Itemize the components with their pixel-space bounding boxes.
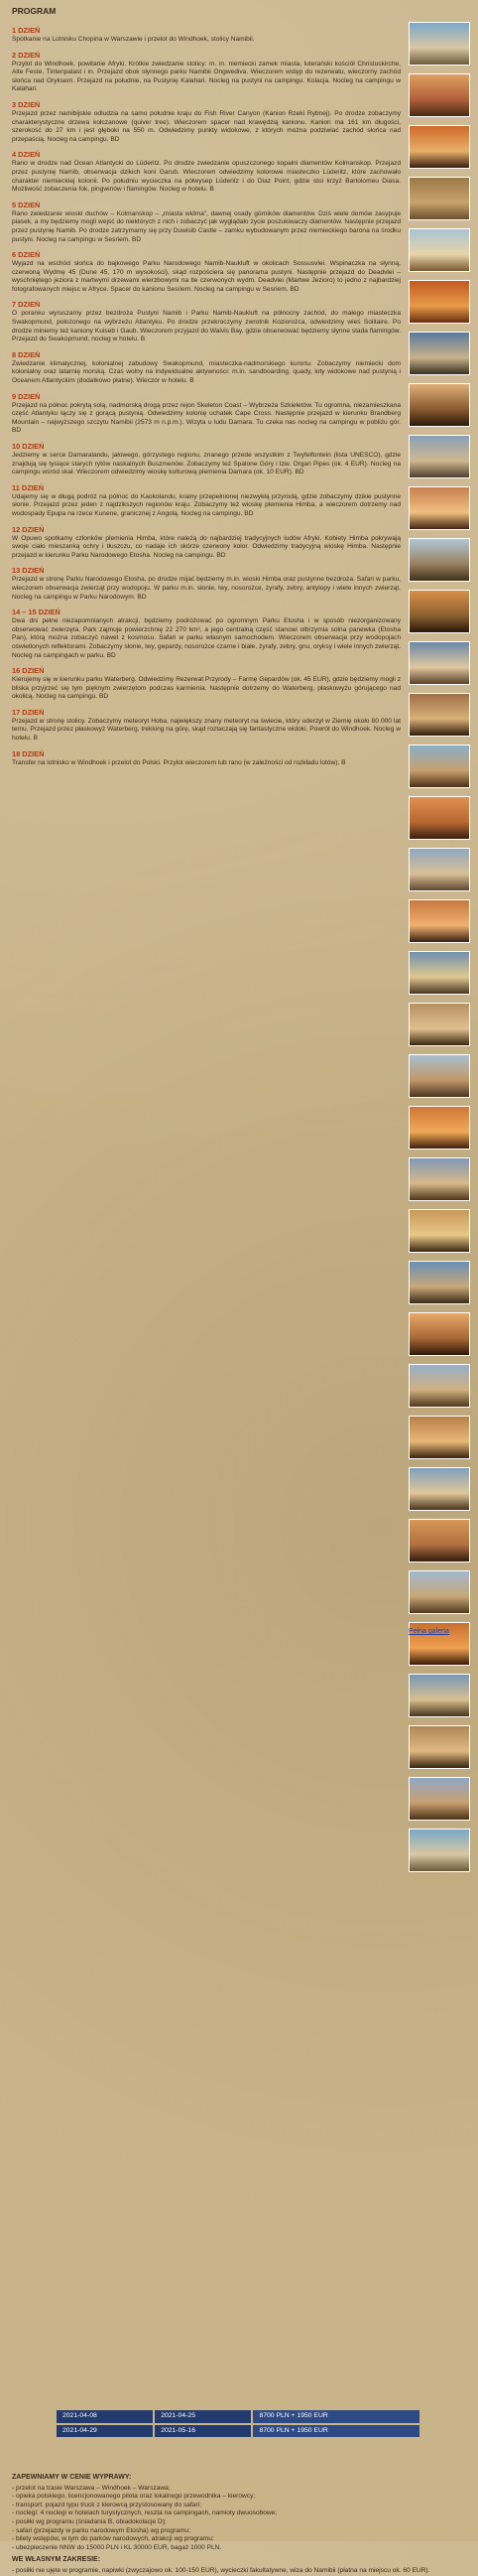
gallery-thumbnail[interactable] xyxy=(409,1054,470,1098)
day-section xyxy=(12,250,401,294)
date-row xyxy=(56,2409,420,2424)
day-section xyxy=(12,201,401,244)
day-section xyxy=(12,26,401,45)
day-title: 2 DZIEŃ xyxy=(12,50,41,60)
day-title: 16 DZIEŃ xyxy=(12,666,45,676)
gallery-thumbnail[interactable] xyxy=(409,1416,470,1459)
day-title: 4 DZIEŃ xyxy=(12,150,41,160)
day-text: Przejazd w stronę Parku Narodowego Etosha, po drodze mijać będziemy m.in. wioski Himba oraz pustynne bezdroża. Safari w parku, wieczorem obserwacja zwierząt przy wodopoju. W parku m.in. słonie, lwy, nosorożce, żyrafy, zebry, antylopy i wiele innych zwierząt. Nocleg na campingu w Parku Narodowym. BD xyxy=(12,576,401,601)
dates-table xyxy=(55,2408,421,2439)
day-section xyxy=(12,608,401,660)
day-text: Rano zwiedzanie wioski duchów – Kolmanskop – „miasta widma”, dawnej osady górników diamentów. Dziś wiele domów zasypuje piasek, a my będziemy mogli wejść do niektórych z nich i zobaczyć jak wyglądało życie poszukiwaczy diamentów. Następnie przejazd przez pustynię Namib. Po drodze zatrzymamy się przy Duwisib Castle – zamku wybudowanym przez niemieckiego barona na środku pustyni. Nocleg na campingu w Sesriem. BD xyxy=(12,209,401,243)
gallery-thumbnail[interactable] xyxy=(409,641,470,685)
date-price-cell: 8700 PLN + 1950 EUR xyxy=(252,2424,420,2439)
gallery-thumbnail[interactable] xyxy=(409,486,470,530)
gallery-link[interactable]: Pełna galeria xyxy=(409,1628,449,1635)
day-title: 12 DZIEŃ xyxy=(12,524,45,534)
day-text: O poranku wyruszamy przez bezdroża Pustyni Namib i Parku Namib-Naukluft na północny zachód, do małego miasteczka Swakopmund, położonego na wybrzeżu Atlantyku. Po drodze przekroczymy zwrotnik Koziorożca, odwiedzimy wieś Solitaire. Po drodze miniemy też kaniony Kuiseb i Gaub. Wieczorem przyjazd do Walvis Bay, gdzie obserwować będziemy słynne stada flamingów. Przejazd do Swakopmund, nocleg w hotelu. B xyxy=(12,310,401,343)
day-section xyxy=(12,708,401,744)
gallery-thumbnail[interactable] xyxy=(409,1519,470,1562)
day-text: Przejazd przez namibijskie odludzia na samo południe kraju do Fish River Canyon (Kanion Rzeki Rybnej). Po drodze zobaczymy charakterystyczne drzewa kołczanowe (quiver tree). Wieczorem spacer nad krawędzią kanionu. Kanion ma 161 km długości, szerokość do 27 km i jest głęboki na 550 m. Odwiedzimy punkty widokowe, z których można podziwiać zachód słońca nad przepaścią. Nocleg na campingu. BD xyxy=(12,109,401,143)
included-item: - opieka polskiego, licencjonowanego pilota oraz lokalnego przewodnika – kierowcy; xyxy=(12,2493,256,2501)
day-text: Spotkanie na Lotnisku Chopina w Warszawie i przelot do Windhoek, stolicy Namibii. xyxy=(12,36,255,43)
day-title: 3 DZIEŃ xyxy=(12,99,41,109)
day-title: 6 DZIEŃ xyxy=(12,250,41,260)
excluded-heading: WE WŁASNYM ZAKRESIE: xyxy=(12,2556,101,2564)
notes xyxy=(12,2470,463,2576)
gallery-thumbnail[interactable] xyxy=(409,848,470,891)
day-section xyxy=(12,392,401,436)
day-text: Przylot do Windhoek, powitanie Afryki. Krótkie zwiedzanie stolicy: m. in. niemiecki zamek miasta, luterański kościół Christuskirche, Alte Feste, Tintenpalast i in. Przejazd obok słynnego parku Namibii Ongwediva. Wieczorem wstęp do rezerwatu, wieczorny zachód słońca nad Oryksem. Przejazd na południe, na Pustynię Kalahari. Nocleg na pustyni na campingu. Kolacja. Nocleg na campingu w Kalahari. xyxy=(12,60,401,93)
gallery-thumbnail[interactable] xyxy=(409,538,470,582)
gallery-thumbnail[interactable] xyxy=(409,1829,470,1872)
gallery-thumbnail[interactable] xyxy=(409,73,470,117)
included-item: - noclegi: 4 noclegi w hotelach turystycznych, reszta na campingach, namioty dwuosobowe; xyxy=(12,2509,278,2517)
day-section xyxy=(12,150,401,194)
gallery-thumbnail[interactable] xyxy=(409,383,470,427)
gallery-thumbnail[interactable] xyxy=(409,1312,470,1356)
program-title: PROGRAM xyxy=(12,6,57,16)
day-section xyxy=(12,51,401,94)
day-text: Przejazd w stronę stolicy. Zobaczymy meteoryt Hoba, największy znany meteoryt na świecie, który uderzył w Ziemię około 80 000 lat temu. Przejazd przez płaskowyż Waterberg, trekking na górę, skąd roztaczają się fantastyczne widoki. Powrót do Windhoek. Nocleg w hotelu. B xyxy=(12,717,401,743)
gallery-thumbnail[interactable] xyxy=(409,280,470,324)
day-title: 8 DZIEŃ xyxy=(12,349,41,359)
excluded-item: - posiłki nie ujęte w programie, napiwki (zwyczajowo ok. 100-150 EUR), wycieczki fakultatywne, wiza do Namibii (płatna na miejscu ok. 60 EUR). xyxy=(12,2566,430,2574)
day-section xyxy=(12,566,401,602)
gallery-thumbnail[interactable] xyxy=(409,693,470,737)
day-title: 9 DZIEŃ xyxy=(12,391,41,401)
included-item: - bilety wstępów, w tym do parków narodowych, atrakcji wg programu; xyxy=(12,2535,214,2543)
day-title: 5 DZIEŃ xyxy=(12,200,41,209)
gallery-thumbnail[interactable] xyxy=(409,1157,470,1201)
date-from-cell: 2021-04-29 xyxy=(56,2424,154,2439)
day-title: 1 DZIEŃ xyxy=(12,26,41,35)
excluded-list xyxy=(12,2567,463,2576)
day-text: Udajemy się w długą podróż na północ do Kaokolandu, krainy przepełnionej niezwykłą przyrodą, gdzie zobaczymy dzikie pustynne słonie. Przejazd przez jeden z najdzikszych regionów kraju. Zobaczymy też wioskę plemienia Himba, a wieczorem dotrzemy nad wodospady Epupa na rzece Kunene, granicznej z Angolą. Nocleg na campingu. BD xyxy=(12,492,401,517)
day-title: 14 – 15 DZIEŃ xyxy=(12,608,60,617)
day-section xyxy=(12,350,401,386)
day-section xyxy=(12,525,401,561)
gallery-thumbnail[interactable] xyxy=(409,435,470,478)
included-item: - safari (przejazdy w parku narodowym Etosha) wg programu; xyxy=(12,2526,190,2534)
gallery-thumbnail[interactable] xyxy=(409,22,470,66)
gallery-thumbnail[interactable] xyxy=(409,590,470,633)
day-text: Rano w drodze nad Ocean Atlantycki do Lüderitz. Po drodze zwiedzanie opuszczonego kopalni diamentów Kolmanskop. Przejazd przez pustynię Namib, obserwacja dzikich koni Garub. Wieczorem odwiedzimy kolorowe miasteczko Lüderitz, które zachowało charakter niemieckiej kolonii. Po południu wycieczka na półwysep Lüderitz i do Diaz Point, gdzie stoi krzyż Bartolomeu Diasa. Możliwość zobaczenia fok, pingwinów i flamingów. Nocleg w hotelu. B xyxy=(12,160,401,194)
included-item: - ubezpieczenie NNW do 15000 PLN i KL 30000 EUR, bagaż 1000 PLN. xyxy=(12,2543,222,2551)
gallery-thumbnail[interactable] xyxy=(409,1467,470,1511)
gallery-thumbnail[interactable] xyxy=(409,899,470,943)
gallery-thumbnail[interactable] xyxy=(409,1106,470,1150)
day-section xyxy=(12,749,401,768)
day-text: Transfer na lotnisko w Windhoek i przelot do Polski. Przylot wieczorem lub rano (w zależności od rozkładu lotów). B xyxy=(12,758,346,766)
gallery-thumbnail[interactable] xyxy=(409,745,470,788)
gallery-thumbnail[interactable] xyxy=(409,1364,470,1408)
gallery-thumbnail[interactable] xyxy=(409,1209,470,1253)
day-text: Wyjazd na wschód słońca do bajkowego Parku Narodowego Namib-Naukluft w okolicach Sossusvlei. Wspinaczka na słynną, czerwoną Wydmę 45 (Dune 45, 170 m wysokości), skąd rozpościera się panorama pustyni. Następnie przejazd do Deadvlei – wyschniętego jeziora z martwymi drzewami wierzbowymi na tle czerwonych wydm. Deadvlei (Martwe Jezioro) to jedno z najbardziej fotografowanych miejsc w Afryce. Spacer do kanionu Sesriem. Nocleg na campingu w Sesriem. BD xyxy=(12,260,401,293)
day-text: Dwa dni pełne niezapomnianych atrakcji, będziemy podróżować po ogromnym Parku Etosha i w sposób niezorganizowany obserwować zwierzęta. Park zajmuje powierzchnię 22 270 km², a jego centralną część stanowi olbrzymia solna panewka (Etosha Pan), którą można zobaczyć nawet z kosmosu. Safari w parku własnym samochodem. Wieczorem obserwacje przy wodopojach oświetlonych reflektorami. Zobaczymy słonie, lwy, gepardy, nosorożce czarne i białe, żyrafy, zebry, gnu, oryksy i wiele innych zwierząt. Nocleg na campingach w parku. BD xyxy=(12,617,401,659)
gallery-thumbnail[interactable] xyxy=(409,1570,470,1614)
gallery-thumbnail[interactable] xyxy=(409,951,470,995)
day-section xyxy=(12,300,401,343)
included-list xyxy=(12,2485,463,2553)
gallery-thumbnail[interactable] xyxy=(409,332,470,375)
date-to-cell: 2021-04-25 xyxy=(154,2409,252,2424)
day-text: Kierujemy się w kierunku parku Waterberg. Odwiedzimy Rezerwat Przyrody – Farmę Gepardów (ok. 45 EUR), gdzie będziemy mogli z bliska przyjrzeć się tym pięknym zwierzętom podczas karmienia. Następnie dotrzemy do Waterberg, płaskowyżu górującego nad okolicą. Nocleg na campingu. BD xyxy=(12,676,401,701)
included-heading: ZAPEWNIAMY W CENIE WYPRAWY: xyxy=(12,2474,132,2481)
day-section xyxy=(12,442,401,477)
day-text: Zwiedzanie klimatycznej, kolonialnej zabudowy Swakopmund, miasteczka-nadmorskiego kurortu. Zobaczymy niemiecki dom kolonialny oraz latarnię morską. Czas wolny na indywidualne aktywności: m.in. sandboarding, quady, loty widokowe nad pustynią i Oceanem Atlantyckim (dodatkowo płatne). Wieczór w hotelu. B xyxy=(12,359,401,385)
itinerary xyxy=(12,26,401,773)
day-title: 7 DZIEŃ xyxy=(12,300,41,310)
gallery-thumbnail[interactable] xyxy=(409,1725,470,1769)
gallery-thumbnail[interactable] xyxy=(409,125,470,169)
gallery-thumbnail[interactable] xyxy=(409,1261,470,1304)
day-text: W Opuwo spotkamy członków plemienia Himba, które należą do najbardziej tradycyjnych ludów Afryki. Kobiety Himba pokrywają swoje ciało mieszanką ochry i tłuszczu, co nadaje ich skórze czerwony kolor. Odwiedzimy tradycyjną wioskę Himba. Następnie przejazd w kierunku Parku Narodowego Etosha. Nocleg na campingu. BD xyxy=(12,534,401,559)
gallery-thumbnail[interactable] xyxy=(409,1777,470,1821)
day-title: 11 DZIEŃ xyxy=(12,482,45,492)
gallery-thumbnail[interactable] xyxy=(409,1674,470,1717)
date-from-cell: 2021-04-08 xyxy=(56,2409,154,2424)
day-title: 18 DZIEŃ xyxy=(12,748,45,758)
day-text: Przejazd na północ pokrytą solą, nadmorską drogą przez rejon Skeleton Coast – Wybrzeża Szkieletów. Tu ogromna, niezamieszkana część Atlantyku łączy się z gorącą pustynią. Odwiedzimy kolonię uchatek Cape Cross. Następnie przejazd w kierunku Brandberg Mountain – najwyższego szczytu Namibii (2573 m n.p.m.). Wizyta u ludu Damara. Tu czeka nas nocleg na campingu w pobliżu gór. BD xyxy=(12,401,401,435)
included-item: - posiłki wg programu (śniadania B, obiadokolacje D); xyxy=(12,2517,167,2525)
gallery-thumbnail[interactable] xyxy=(409,796,470,840)
date-to-cell: 2021-05-16 xyxy=(154,2424,252,2439)
gallery-thumbnail[interactable] xyxy=(409,228,470,272)
day-title: 13 DZIEŃ xyxy=(12,566,45,576)
day-section xyxy=(12,483,401,519)
day-section xyxy=(12,100,401,144)
day-section xyxy=(12,666,401,702)
included-item: - przelot na trasie Warszawa – Windhoek – Warszawa; xyxy=(12,2484,171,2492)
gallery-thumbnail[interactable] xyxy=(409,1003,470,1046)
day-title: 17 DZIEŃ xyxy=(12,707,45,717)
photo-column xyxy=(409,22,470,1880)
gallery-thumbnail[interactable] xyxy=(409,177,470,220)
day-title: 10 DZIEŃ xyxy=(12,442,45,451)
included-item: - transport: pojazd typu truck z kierowcą przystosowany do safari; xyxy=(12,2501,201,2508)
day-text: Jedziemy w serce Damaralandu, jałowego, górzystego regionu, znanego przede wszystkim z Twyfelfontein (lista UNESCO), gdzie znajdują się tysiące starych rytów naskalnych Buszmenów. Zobaczymy też Spalone Góry i tzw. Organ Pipes (ok. 4 EUR). Nocleg na campingu wśród skał. Wieczorem odwiedzimy wioskę kulturową plemienia Damara (ok. 10 EUR). BD xyxy=(12,452,401,476)
date-price-cell: 8700 PLN + 1950 EUR xyxy=(252,2409,420,2424)
date-row xyxy=(56,2424,420,2439)
